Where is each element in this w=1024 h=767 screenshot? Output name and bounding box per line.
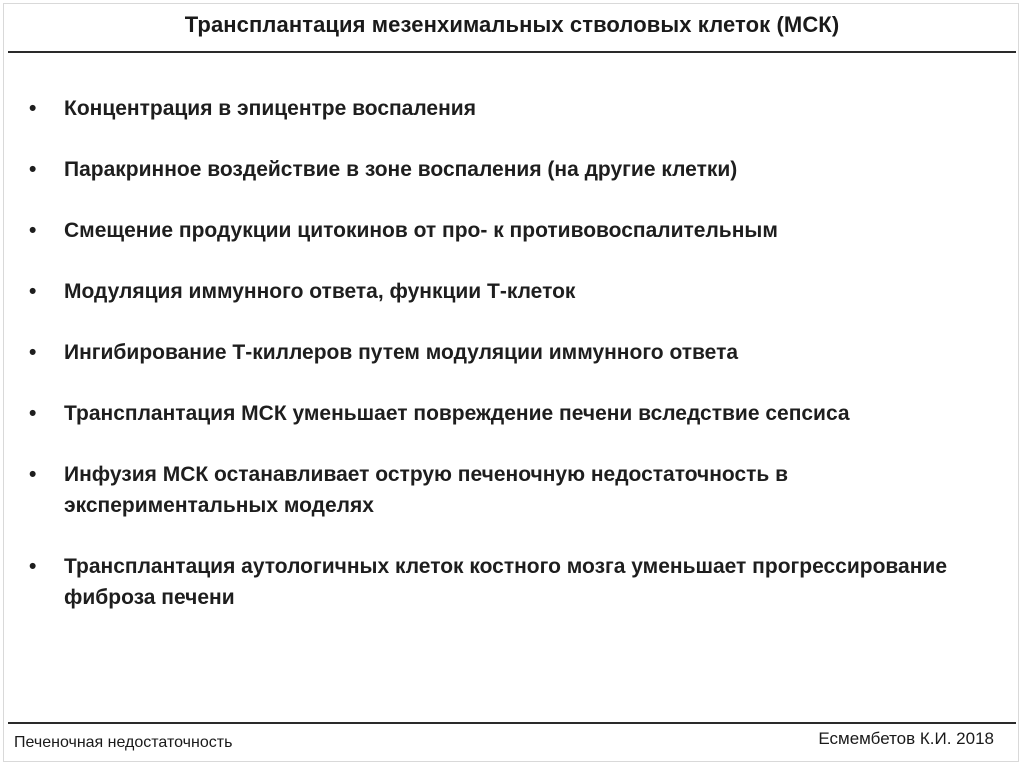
bullet-item: [26, 276, 996, 307]
bullet-list: [26, 93, 996, 643]
bullet-dot-icon: •: [29, 219, 37, 242]
bullet-item: [26, 551, 996, 613]
bullet-text: Ингибирование Т-киллеров путем модуляции иммунного ответа: [64, 341, 739, 364]
bullet-dot-icon: •: [29, 463, 37, 486]
bullet-dot-icon: •: [29, 402, 37, 425]
bullet-text: Смещение продукции цитокинов от про- к противовоспалительным: [64, 219, 778, 242]
bullet-text: Модуляция иммунного ответа, функции Т-клеток: [64, 280, 576, 303]
bullet-text: Инфузия МСК останавливает острую печеночную недостаточность в экспериментальных моделях: [64, 463, 789, 517]
bullet-item: [26, 398, 996, 429]
footer-divider: [8, 722, 1016, 724]
bullet-text: Концентрация в эпицентре воспаления: [64, 97, 476, 120]
bullet-dot-icon: •: [29, 280, 37, 303]
bullet-dot-icon: •: [29, 341, 37, 364]
footer-topic: Печеночная недостаточность: [14, 734, 233, 751]
bullet-item: [26, 459, 996, 521]
bullet-item: [26, 215, 996, 246]
bullet-item: [26, 93, 996, 124]
bullet-dot-icon: •: [29, 555, 37, 578]
title-divider: [8, 51, 1016, 53]
bullet-text: Трансплантация аутологичных клеток костного мозга уменьшает прогрессирование фиброза печени: [64, 555, 948, 609]
bullet-dot-icon: •: [29, 97, 37, 120]
bullet-item: [26, 154, 996, 185]
bullet-item: [26, 337, 996, 368]
slide-title: Трансплантация мезенхимальных стволовых клеток (МСК): [184, 12, 840, 37]
footer-author-year: Есмембетов К.И. 2018: [818, 729, 994, 748]
bullet-text: Паракринное воздействие в зоне воспаления (на другие клетки): [64, 158, 738, 181]
bullet-dot-icon: •: [29, 158, 37, 181]
bullet-text: Трансплантация МСК уменьшает повреждение печени вследствие сепсиса: [64, 402, 850, 425]
